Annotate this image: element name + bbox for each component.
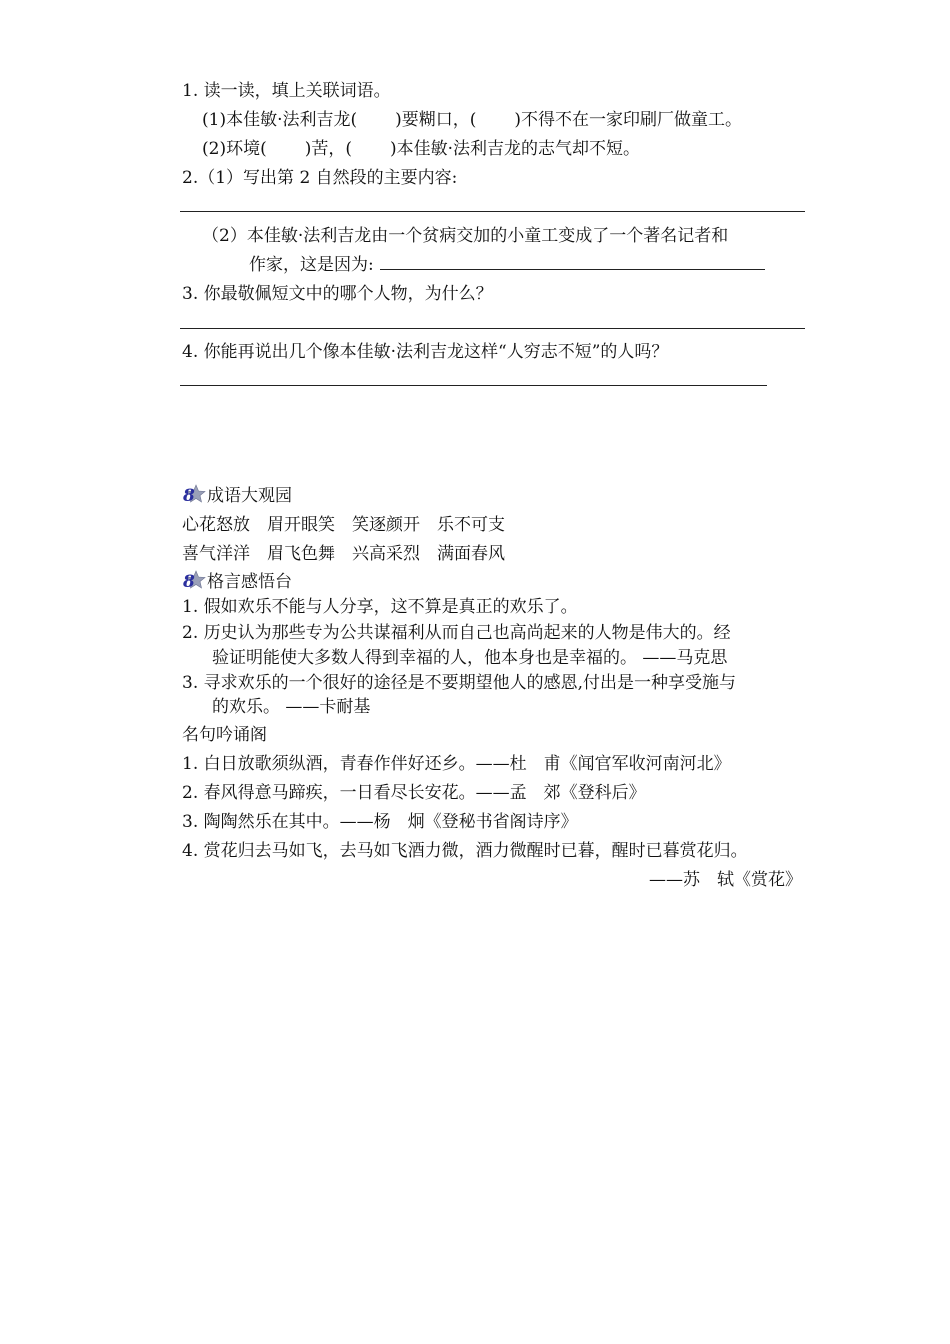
question-3-title: 3. 你最敬佩短文中的哪个人物，为什么？ <box>182 284 493 304</box>
q1-1-part-c: )不得不在一家印刷厂做童工。 <box>514 110 743 130</box>
quote-4-author: ——苏 轼《赏花》 <box>649 870 802 890</box>
q2-2-label: 作家，这是因为: <box>249 255 374 275</box>
quotes-heading: 名句吟诵阁 <box>182 725 267 745</box>
question-2-part-2-cont <box>249 254 765 276</box>
maxim-1: 1. 假如欢乐不能与人分享，这不算是真正的欢乐了。 <box>182 597 578 617</box>
question-2-part-2: （2）本佳敏·法利吉龙由一个贫病交加的小童工变成了一个著名记者和 <box>202 226 729 246</box>
star-8-icon <box>182 570 206 590</box>
answer-line[interactable] <box>380 255 765 270</box>
question-4-title: 4. 你能再说出几个像本佳敏·法利吉龙这样“人穷志不短”的人吗？ <box>182 342 669 362</box>
q1-2-part-a: (2)环境( <box>202 139 267 159</box>
maxim-3-line-2: 的欢乐。 ——卡耐基 <box>212 697 371 717</box>
quote-1: 1. 白日放歌须纵酒，青春作伴好还乡。——杜 甫《闻官军收河南河北》 <box>182 754 731 774</box>
q1-2-part-b: )苦，( <box>304 139 352 159</box>
svg-text:8: 8 <box>183 486 195 504</box>
idioms-heading <box>182 484 292 507</box>
question-2-title: 2.（1）写出第 2 自然段的主要内容: <box>182 168 458 188</box>
answer-line[interactable] <box>180 211 805 212</box>
maxim-2-line-2: 验证明能使大多数人得到幸福的人，他本身也是幸福的。 ——马克思 <box>212 648 728 668</box>
answer-line[interactable] <box>180 385 767 386</box>
q1-2-part-c: )本佳敏·法利吉龙的志气却不短。 <box>389 139 641 159</box>
q1-1-part-b: )要糊口，( <box>395 110 477 130</box>
svg-text:8: 8 <box>183 572 195 590</box>
quote-4: 4. 赏花归去马如飞，去马如飞酒力微，酒力微醒时已暮，醒时已暮赏花归。 <box>182 841 748 861</box>
question-1-title: 1. 读一读，填上关联词语。 <box>182 81 391 101</box>
star-8-icon <box>182 484 206 504</box>
question-1-item-2 <box>202 138 640 160</box>
idioms-row-1: 心花怒放 眉开眼笑 笑逐颜开 乐不可支 <box>182 515 505 535</box>
question-1-item-1 <box>202 109 742 131</box>
quote-3: 3. 陶陶然乐在其中。——杨 炯《登秘书省阁诗序》 <box>182 812 578 832</box>
idioms-row-2: 喜气洋洋 眉飞色舞 兴高采烈 满面春风 <box>182 544 505 564</box>
maxim-2-line-1: 2. 历史认为那些专为公共谋福利从而自己也高尚起来的人物是伟大的。经 <box>182 623 731 643</box>
idioms-heading-text: 成语大观园 <box>207 486 292 506</box>
quote-2: 2. 春风得意马蹄疾，一日看尽长安花。——孟 郊《登科后》 <box>182 783 646 803</box>
answer-line[interactable] <box>180 328 805 329</box>
maxim-3-line-1: 3. 寻求欢乐的一个很好的途径是不要期望他人的感恩,付出是一种享受施与 <box>182 673 737 693</box>
maxims-heading-text: 格言感悟台 <box>207 572 292 592</box>
maxims-heading <box>182 570 292 593</box>
q1-1-part-a: (1)本佳敏·法利吉龙( <box>202 110 358 130</box>
